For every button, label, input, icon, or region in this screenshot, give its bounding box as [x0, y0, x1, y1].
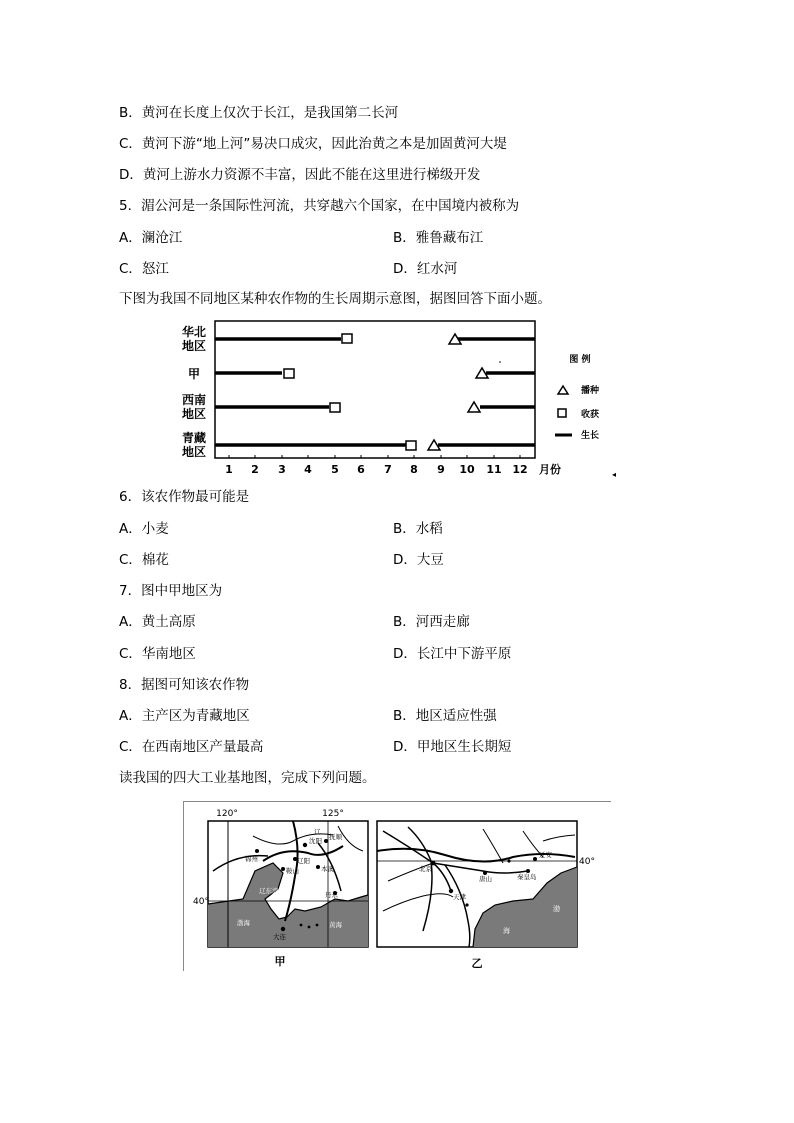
map-jia-label: 渤海 [237, 919, 250, 927]
industrial-base-maps [183, 801, 611, 973]
month-tick: 12 [512, 463, 528, 476]
map-yi [377, 821, 595, 970]
month-tick: 1 [225, 463, 233, 476]
map-jia [193, 809, 368, 968]
map-jia-caption: 甲 [274, 955, 286, 968]
map-yi-label: 北京 [419, 865, 432, 873]
month-tick: 3 [278, 463, 286, 476]
legend-title: 图 例 [569, 355, 591, 365]
q5-option-c: C．怒江 [119, 261, 169, 277]
month-unit-label: 月份 [539, 463, 561, 476]
q4-option-c: C．黄河下游“地上河”易决口成灾，因此治黄之本是加固黄河大堤 [119, 136, 507, 152]
q5-stem: 5．湄公河是一条国际性河流，共穿越六个国家，在中国境内被称为 [119, 198, 520, 214]
harvest-marker [342, 334, 352, 343]
q6-stem: 6．该农作物最可能是 [119, 489, 250, 505]
map-jia-label: 锦州 [245, 855, 258, 863]
legend-grow-label: 生长 [580, 431, 600, 441]
q6-option-c: C．棉花 [119, 552, 169, 568]
map-jia-label: 抚顺 [329, 833, 342, 841]
month-tick: 4 [304, 463, 312, 476]
q7-option-d: D．长江中下游平原 [393, 646, 512, 662]
map-yi-label: 渤 [553, 905, 560, 913]
region-label-xinan-2: 地区 [181, 407, 207, 421]
q8-option-d: D．甲地区生长期短 [393, 739, 512, 755]
region-label-jia: 甲 [187, 367, 201, 381]
q8-stem: 8．据图可知该农作物 [119, 677, 250, 693]
q4-option-b: B．黄河在长度上仅次于长江，是我国第二长河 [119, 105, 399, 121]
region-label-qingzang-1: 青藏 [181, 431, 207, 445]
month-tick: 10 [459, 463, 475, 476]
region-label-xinan-1: 西南 [181, 393, 207, 407]
map-jia-label: 辽东湾 [259, 887, 279, 895]
month-tick: 8 [410, 463, 418, 476]
industrial-map-intro: 读我国的四大工业基地图，完成下列问题。 [119, 770, 376, 786]
region-label-huabei-2: 地区 [181, 339, 207, 353]
q5-option-d: D．红水河 [393, 261, 458, 277]
month-tick: 6 [357, 463, 365, 476]
q6-option-d: D．大豆 [393, 552, 444, 568]
q7-option-c: C．华南地区 [119, 646, 196, 662]
map-jia-label: 本溪 [321, 865, 334, 873]
legend-sowing-icon [558, 386, 568, 394]
q7-option-b: B．河西走廊 [393, 614, 470, 630]
stray-mark: ◂ [612, 470, 617, 479]
legend-harvest-label: 收获 [580, 410, 600, 420]
q5-option-b: B．雅鲁藏布江 [393, 230, 484, 246]
month-tick: 5 [331, 463, 339, 476]
q8-option-b: B．地区适应性强 [393, 708, 497, 724]
q7-stem: 7．图中甲地区为 [119, 583, 223, 599]
map-yi-label: 迁安 [539, 851, 552, 859]
map-yi-label: 海 [503, 927, 510, 935]
map-yi-label: 秦皇岛 [517, 873, 537, 881]
map-jia-lon-120: 120° [216, 809, 238, 819]
month-tick: 7 [384, 463, 392, 476]
crop-cycle-chart [170, 318, 620, 483]
map-jia-label: 沈阳 [309, 837, 322, 845]
crop-chart-intro: 下图为我国不同地区某种农作物的生长周期示意图，据图回答下面小题。 [119, 291, 551, 307]
map-jia-label: 丹东 [325, 891, 338, 899]
month-tick: 9 [437, 463, 445, 476]
q7-option-a: A．黄土高原 [119, 614, 196, 630]
harvest-marker [330, 403, 340, 412]
q8-option-c: C．在西南地区产量最高 [119, 739, 264, 755]
q8-option-a: A．主产区为青藏地区 [119, 708, 250, 724]
q6-option-a: A．小麦 [119, 521, 169, 537]
map-jia-label: 黄海 [329, 921, 342, 929]
map-jia-label: 大连 [273, 933, 286, 941]
region-label-huabei-1: 华北 [181, 325, 207, 339]
map-yi-label: 天津 [453, 893, 466, 901]
map-jia-label: 辽 [314, 828, 321, 836]
map-jia-lon-125: 125° [322, 809, 344, 819]
month-tick: 2 [251, 463, 259, 476]
month-tick: 11 [486, 463, 502, 476]
map-yi-lat-40: 40° [579, 857, 595, 867]
map-yi-caption: 乙 [471, 957, 483, 970]
q5-option-a: A．澜沧江 [119, 230, 183, 246]
map-jia-label: 辽阳 [297, 857, 310, 865]
region-label-qingzang-2: 地区 [181, 445, 207, 459]
map-jia-label: 鞍山 [286, 867, 299, 875]
legend-sowing-label: 播种 [580, 386, 600, 396]
legend-harvest-icon [558, 409, 566, 417]
q4-option-d: D．黄河上游水力资源不丰富，因此不能在这里进行梯级开发 [119, 167, 481, 183]
harvest-marker [406, 441, 416, 450]
q6-option-b: B．水稻 [393, 521, 443, 537]
map-jia-lat-40: 40° [193, 897, 209, 907]
map-yi-label: 唐山 [479, 875, 492, 883]
harvest-marker [284, 369, 294, 378]
